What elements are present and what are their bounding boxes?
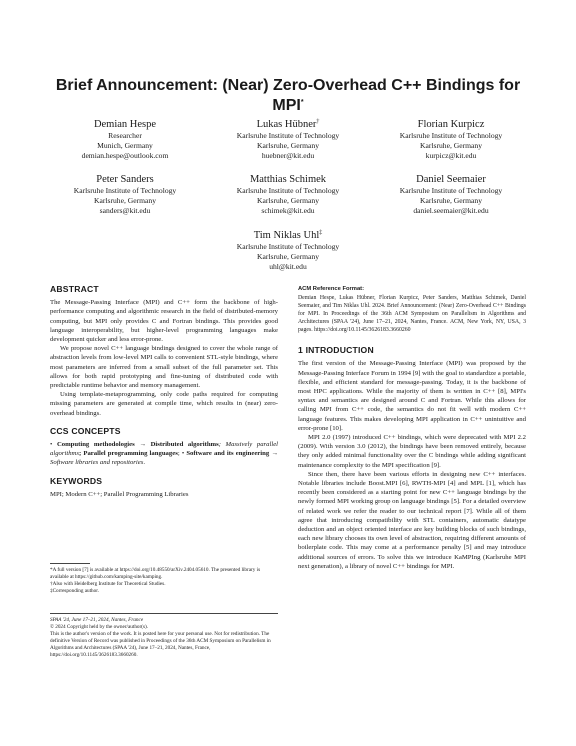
author-location: Munich, Germany [97,141,153,151]
author-affiliation: Karlsruhe Institute of Technology [399,186,503,195]
author-block [203,173,373,217]
footnote: ‡Corresponding author. [50,588,99,594]
ccs-heading: CCS CONCEPTS [50,425,121,436]
ccs-bullet: • [50,441,53,449]
author-block [40,173,210,217]
ccs-concepts [50,440,278,468]
author-name: Peter Sanders [96,174,154,185]
author-location: Karlsruhe, Germany [420,196,482,206]
author-name: Lukas Hübner [256,119,317,130]
copyright-line: © 2024 Copyright held by the owner/author(s). [50,624,149,630]
footnote-rule [50,563,90,564]
author-email: huebner@kit.edu [261,151,315,161]
left-column [50,285,278,499]
author-block [366,173,536,217]
author-location: Karlsruhe, Germany [257,252,319,262]
paper-title [40,76,536,116]
author-location: Karlsruhe, Germany [420,141,482,151]
author-email: demian.hespe@outlook.com [81,151,169,161]
ccs-term: ; Parallel programming languages [78,450,178,458]
abstract-paragraph: We propose novel C++ language bindings designed to cover the whole range of abstraction levels from low-level MPI calls to convenient STL-style bindings, where most parameters are inferred from a small subset of the full parameter set. This allows for both rapid prototyping and fine-tuning of distributed code with predictable runtime behavior and memory management. [50,345,278,390]
intro-heading: 1 INTRODUCTION [298,345,374,356]
author-name: Florian Kurpicz [417,119,485,130]
ccs-punct: . [143,459,145,467]
keywords-text: MPI; Modern C++; Parallel Programming Libraries [50,490,189,498]
author-name: Matthias Schimek [249,174,327,185]
ccs-term: ; Massively parallel algorithms [50,441,279,458]
intro-paragraph: Since then, there have been various efforts in designing new C++ interfaces. Notable libraries include Boost.MPI [6], RWTH-MPI [4] and MPL [1], which has recently been considered as a starting point for new C++ language bindings by the newly formed MPI working group on language bindings [5]. For a detailed overview of related work we refer the reader to our technical report [7]. While all of them agree that introducing compatibility with STL containers, automatic datatype deduction and an object oriented interface are key building blocks of such bindings, each new library chooses its own level of abstraction, requiring different amounts of boilerplate code. This may come at a performance penalty [5] and may introduce additional sources of errors. To solve this we introduce KaMPIng (Karlsruhe MPI next generation), a library of novel C++ bindings for MPI. [298,470,526,570]
ccs-term: Distributed algorithms [150,441,219,449]
author-email: daniel.seemaier@kit.edu [413,206,489,216]
author-email: uhl@kit.edu [269,262,307,272]
right-column [298,285,526,571]
ref-format-heading: ACM Reference Format: [298,286,365,292]
author-affiliation: Karlsruhe Institute of Technology [399,131,503,140]
ccs-term: Software libraries and repositories [50,459,144,467]
footnotes [50,567,278,595]
ccs-term: Computing methodologies [56,441,135,449]
author-location: Karlsruhe, Germany [94,196,156,206]
abstract-paragraph: The Message-Passing Interface (MPI) and C++ form the backbone of high-performance computing and algorithmic research in the field of distributed-memory computing, but MPI only provides C and Fortran bindings. This provides good language interoperability, but higher-level programming languages make development quicker and less error-prone. [50,299,278,344]
author-name: Tim Niklas Uhl [253,230,320,241]
author-email: kurpicz@kit.edu [425,151,477,161]
ccs-bullet: ; • [177,450,185,458]
intro-paragraph: MPI 2.0 (1997) introduced C++ bindings, which were deprecated with MPI 2.2 (2009). With version 3.0 (2012), the bindings have been removed entirely, because they only added minimal functionality over the C bindings while adding significant maintenance complexity to the MPI specification [9]. [298,434,526,469]
author-location: Karlsruhe, Germany [257,196,319,206]
copyright-block [50,617,278,659]
author-affiliation: Karlsruhe Institute of Technology [236,186,340,195]
author-affiliation: Karlsruhe Institute of Technology [236,242,340,251]
abstract-paragraph: Using template-metaprogramming, only code paths required for computing missing parameters are generated at compile time, which results in (near) zero-overhead bindings. [50,391,278,417]
author-block [40,118,210,162]
venue-line: SPAA '24, June 17–21, 2024, Nantes, France [50,617,144,623]
intro-paragraph: The first version of the Message-Passing Interface (MPI) was proposed by the Message-Passing Interface Forum in 1994 [9] with the goal to standardize a portable, flexible, and efficient standard for message-passing. Today, it is the backbone of most HPC applications. While the majority of them is written in C++ [8], MPI's syntax and semantics are designed around C and Fortran. While this allows for calling MPI from C++ code, the semantics do not fit well with modern C++ language features. This makes developing MPI application in C++ unintuitive and error-prone [10]. [298,360,526,432]
author-affiliation: Karlsruhe Institute of Technology [73,186,177,195]
footnote: †Also with Heidelberg Institute for Theoretical Studies. [50,581,166,587]
copyright-rule [50,613,278,614]
footnote: *A full version [7] is available at https://doi.org/10.48550/arXiv.2404.05610. The presented library is available at https://github.com/kamping-site/kamping. [50,567,261,580]
author-name: Demian Hespe [93,119,157,130]
author-affiliation: Researcher [108,131,142,140]
author-location: Karlsruhe, Germany [257,141,319,151]
ref-format-text: Demian Hespe, Lukas Hübner, Florian Kurpicz, Peter Sanders, Matthias Schimek, Daniel Seemaier, and Tim Niklas Uhl. 2024. Brief Announcement: (Near) Zero-Overhead C++ Bindings for MPI. In Proceedings of the 36th ACM Symposium on Parallelism in Algorithms and Architectures (SPAA '24), June 17–21, 2024, Nantes, France. ACM, New York, NY, USA, 3 pages. https://doi.org/10.1145/3626183.3660260 [298,295,526,334]
author-email: sanders@kit.edu [99,206,151,216]
author-affiliation: Karlsruhe Institute of Technology [236,131,340,140]
title-text: Brief Announcement: (Near) Zero-Overhead C++ Bindings for MPI [55,77,521,114]
keywords-heading: KEYWORDS [50,475,103,486]
author-mark: † [316,119,320,125]
author-mark: ‡ [319,230,323,236]
author-email: schimek@kit.edu [261,206,315,216]
title-footnote-mark: * [300,99,304,106]
abstract-heading: ABSTRACT [50,284,99,294]
ccs-term: Software and its engineering [186,450,270,458]
author-name: Daniel Seemaier [416,174,486,185]
author-block [366,118,536,162]
author-block [203,229,373,273]
license-text: This is the author's version of the work. It is posted here for your personal use. Not for redistribution. The definitive Version of Record was published in Proceedings of the 36th ACM Symposium on Parallelism in Algorithms and Architectures (SPAA '24), June 17–21, 2024, Nantes, France, https://doi.org/10.1145/3626183.3660260. [50,631,271,658]
ccs-arrow: → [139,441,146,449]
ccs-arrow: → [271,450,279,458]
author-block [203,118,373,162]
